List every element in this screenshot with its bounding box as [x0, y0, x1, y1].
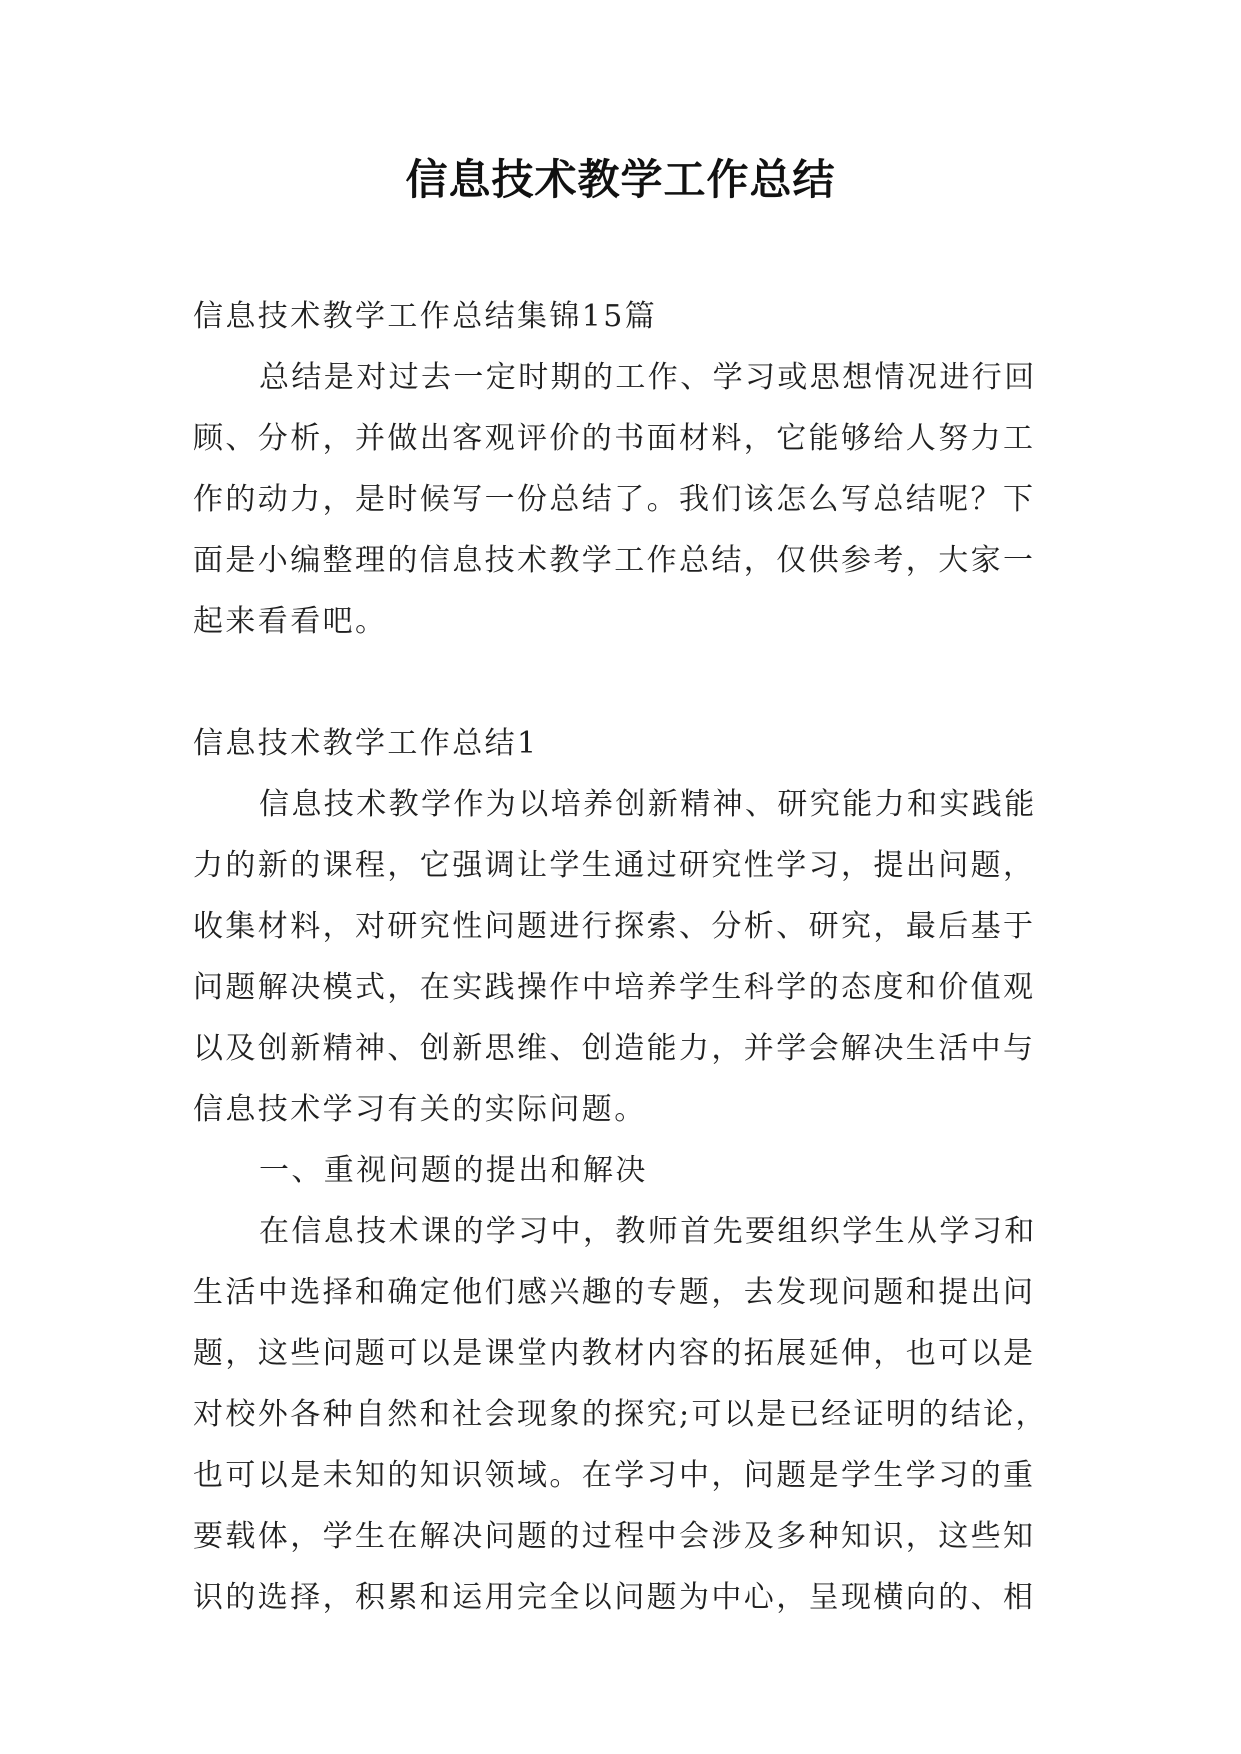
document-body	[193, 286, 1065, 1628]
paragraph-line: 也可以是未知的知识领域。在学习中，问题是学生学习的重	[193, 1458, 1036, 1493]
intro-paragraph	[193, 347, 1065, 652]
document-subtitle: 信息技术教学工作总结集锦15篇	[193, 299, 658, 334]
paragraph-line: 信息技术教学作为以培养创新精神、研究能力和实践能	[259, 787, 1037, 822]
paragraph-line: 起来看看吧。	[193, 604, 388, 639]
paragraph-line: 生活中选择和确定他们感兴趣的专题，去发现问题和提出问	[193, 1275, 1036, 1310]
paragraph-line: 在信息技术课的学习中，教师首先要组织学生从学习和	[259, 1214, 1037, 1249]
paragraph-line: 信息技术学习有关的实际问题。	[193, 1092, 647, 1127]
point1-paragraph	[193, 1201, 1065, 1628]
section-spacer	[193, 652, 1065, 713]
paragraph-line: 题，这些问题可以是课堂内教材内容的拓展延伸，也可以是	[193, 1336, 1036, 1371]
paragraph-line: 作的动力，是时候写一份总结了。我们该怎么写总结呢？下	[193, 482, 1036, 517]
document-title: 信息技术教学工作总结	[405, 155, 836, 204]
point-heading: 一、重视问题的提出和解决	[259, 1153, 648, 1188]
paragraph-line: 识的选择，积累和运用完全以问题为中心，呈现横向的、相	[193, 1580, 1036, 1615]
paragraph-line: 以及创新精神、创新思维、创造能力，并学会解决生活中与	[193, 1031, 1036, 1066]
paragraph-line: 总结是对过去一定时期的工作、学习或思想情况进行回	[259, 360, 1037, 395]
paragraph-line: 收集材料，对研究性问题进行探索、分析、研究，最后基于	[193, 909, 1036, 944]
section1-paragraph	[193, 774, 1065, 1140]
paragraph-line: 顾、分析，并做出客观评价的书面材料，它能够给人努力工	[193, 421, 1036, 456]
paragraph-line: 要载体，学生在解决问题的过程中会涉及多种知识，这些知	[193, 1519, 1036, 1554]
paragraph-line: 力的新的课程，它强调让学生通过研究性学习，提出问题，	[193, 848, 1036, 883]
paragraph-line: 问题解决模式，在实践操作中培养学生科学的态度和价值观	[193, 970, 1036, 1005]
section-heading: 信息技术教学工作总结1	[193, 726, 539, 761]
paragraph-line: 对校外各种自然和社会现象的探究;可以是已经证明的结论，	[193, 1397, 1048, 1432]
paragraph-line: 面是小编整理的信息技术教学工作总结，仅供参考，大家一	[193, 543, 1036, 578]
